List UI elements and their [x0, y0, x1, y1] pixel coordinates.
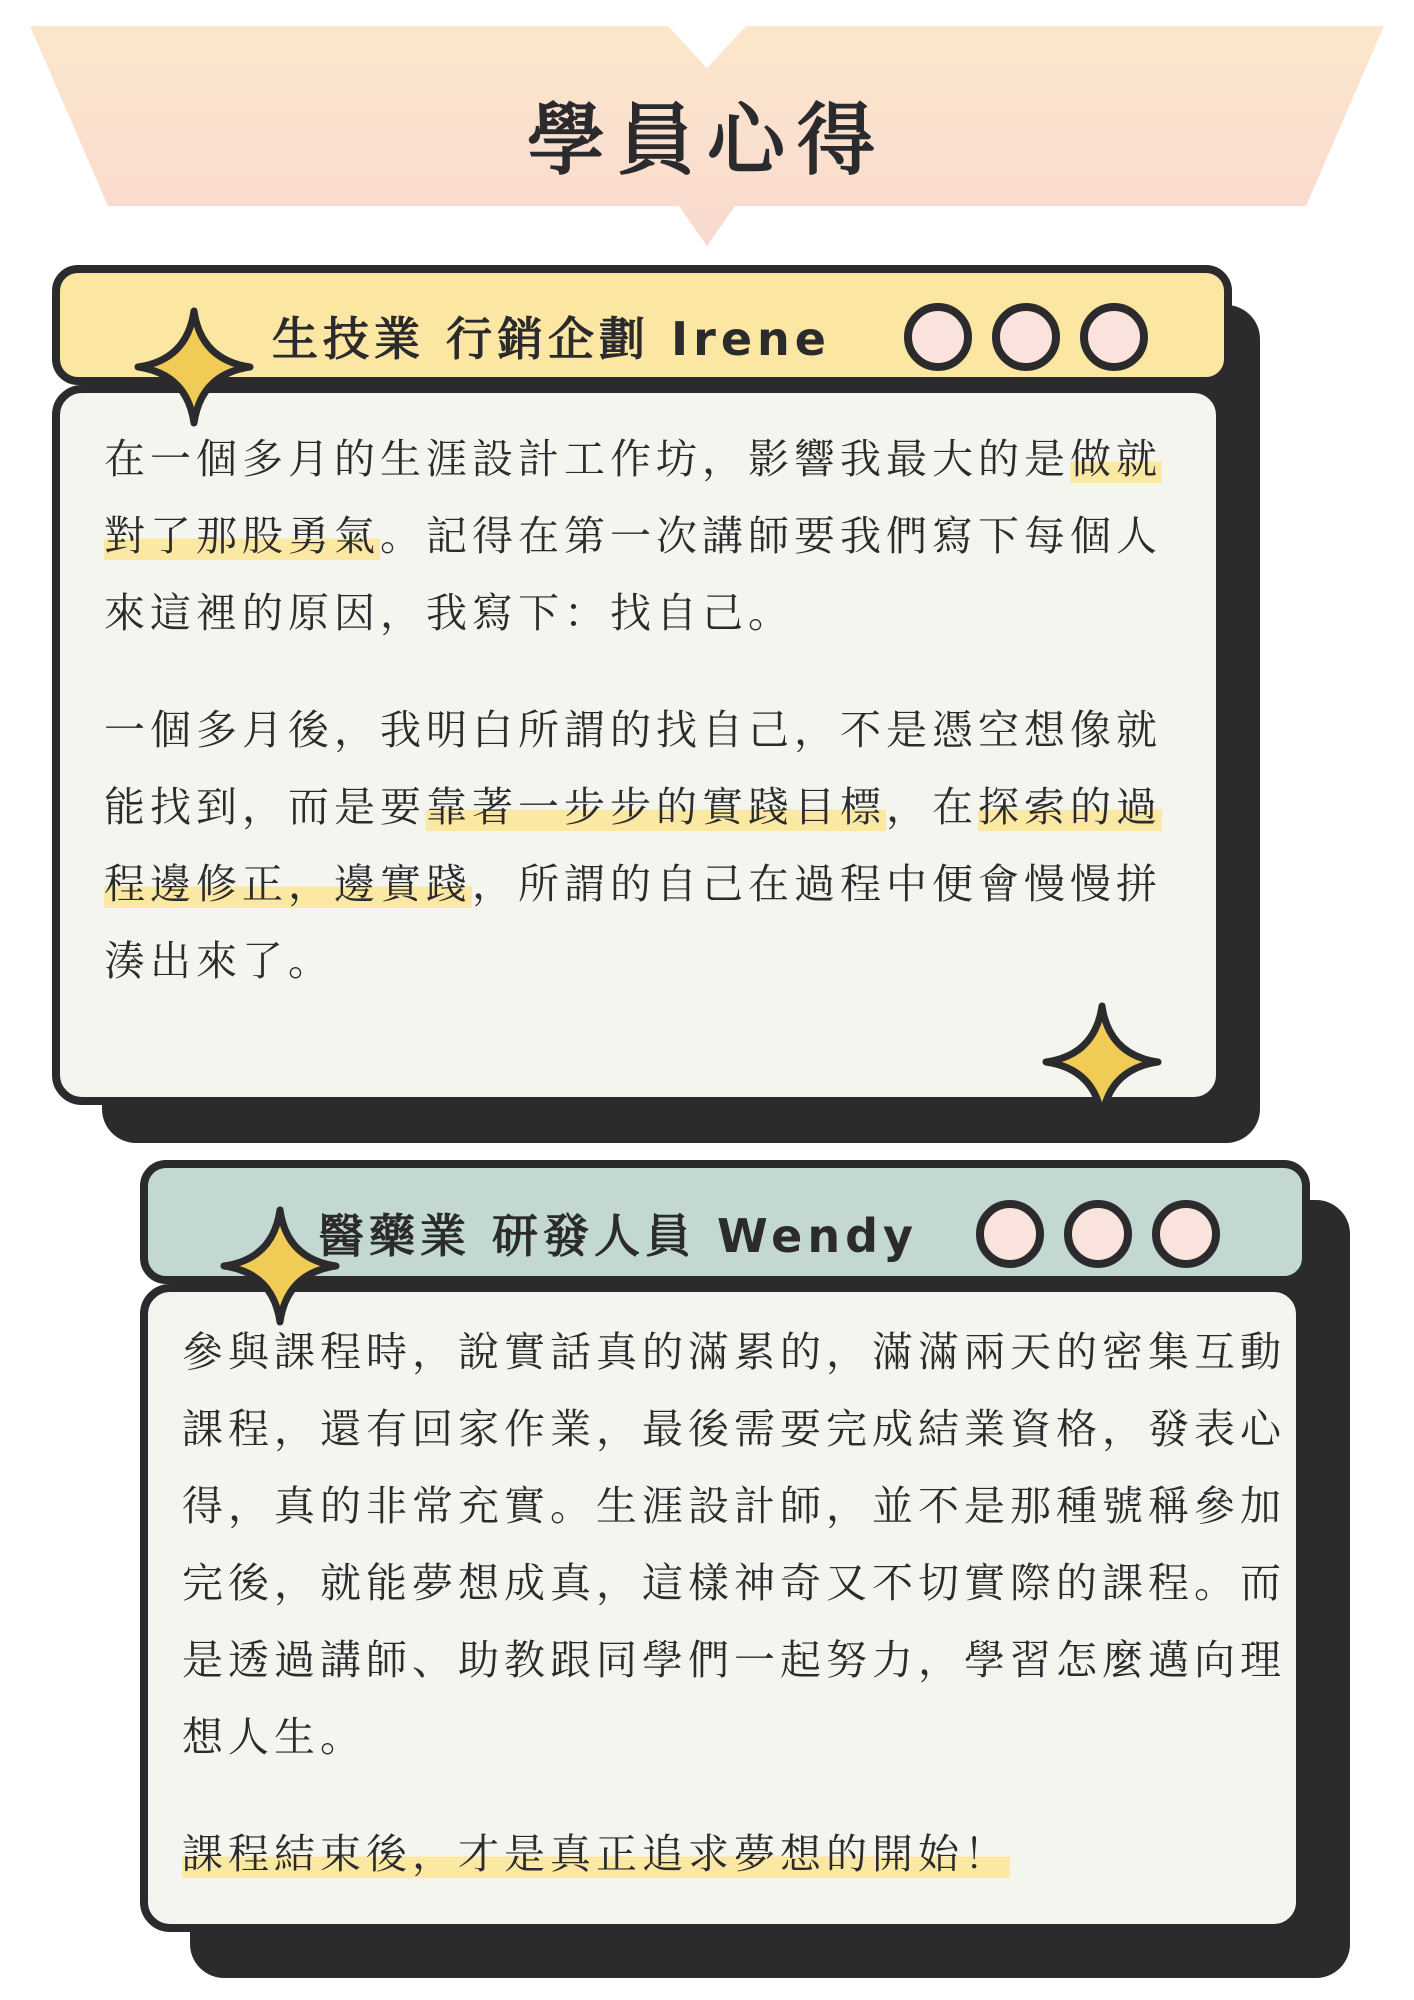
page-title: 學員心得	[526, 96, 887, 186]
highlighted-text: 做就對了那股勇氣	[104, 435, 1162, 560]
testimonial-card-wendy	[140, 1160, 1360, 1980]
highlighted-text: 探索的過程邊修正，邊實踐	[104, 783, 1162, 908]
testimonial-card-irene	[52, 265, 1262, 1145]
card-header-title: 生技業 行銷企劃 Irene	[272, 312, 831, 366]
window-dots	[976, 1200, 1220, 1268]
text-segment: ，所謂的自己在過程中便會慢慢拼湊出來了。	[104, 860, 1162, 985]
text-segment: 參與課程時，說實話真的滿累的，滿滿兩天的密集互動課程，還有回家作業，最後需要完成結業資格，發表心得，真的非常充實。生涯設計師，並不是那種號稱參加完後，就能夢想成真，這樣神奇又不切實際的課程。而是透過講師、助教跟同學們一起努力，學習怎麼邁向理想人生。	[182, 1328, 1286, 1761]
window-dots	[904, 303, 1148, 371]
title-banner	[0, 0, 1414, 260]
testimonial-paragraph	[182, 1816, 1292, 1893]
card-body	[140, 1284, 1304, 1932]
circle-dot-icon	[992, 303, 1060, 371]
text-segment: 在一個多月的生涯設計工作坊，影響我最大的是	[104, 435, 1070, 483]
testimonial-paragraph	[104, 692, 1204, 1000]
highlighted-text: 靠著一步步的實踐目標	[426, 783, 886, 831]
text-segment: ，在	[886, 783, 978, 831]
testimonial-paragraph	[182, 1314, 1292, 1776]
circle-dot-icon	[1152, 1200, 1220, 1268]
circle-dot-icon	[976, 1200, 1044, 1268]
testimonial-text	[104, 421, 1204, 1000]
circle-dot-icon	[1080, 303, 1148, 371]
card-body	[52, 385, 1224, 1105]
text-segment: 一個多月後，我明白所謂的找自己，不是憑空想像就能找到，而是要	[104, 706, 1162, 831]
testimonial-text	[182, 1314, 1292, 1893]
sparkle-icon	[1040, 1000, 1164, 1124]
card-header-title: 醫藥業 研發人員 Wendy	[318, 1209, 918, 1263]
sparkle-icon	[218, 1204, 342, 1328]
text-segment: 。記得在第一次講師要我們寫下每個人來這裡的原因，我寫下：找自己。	[104, 512, 1162, 637]
circle-dot-icon	[1064, 1200, 1132, 1268]
sparkle-icon	[132, 305, 256, 429]
testimonial-paragraph	[104, 421, 1204, 652]
highlighted-text: 課程結束後，才是真正追求夢想的開始！	[182, 1830, 1010, 1878]
circle-dot-icon	[904, 303, 972, 371]
